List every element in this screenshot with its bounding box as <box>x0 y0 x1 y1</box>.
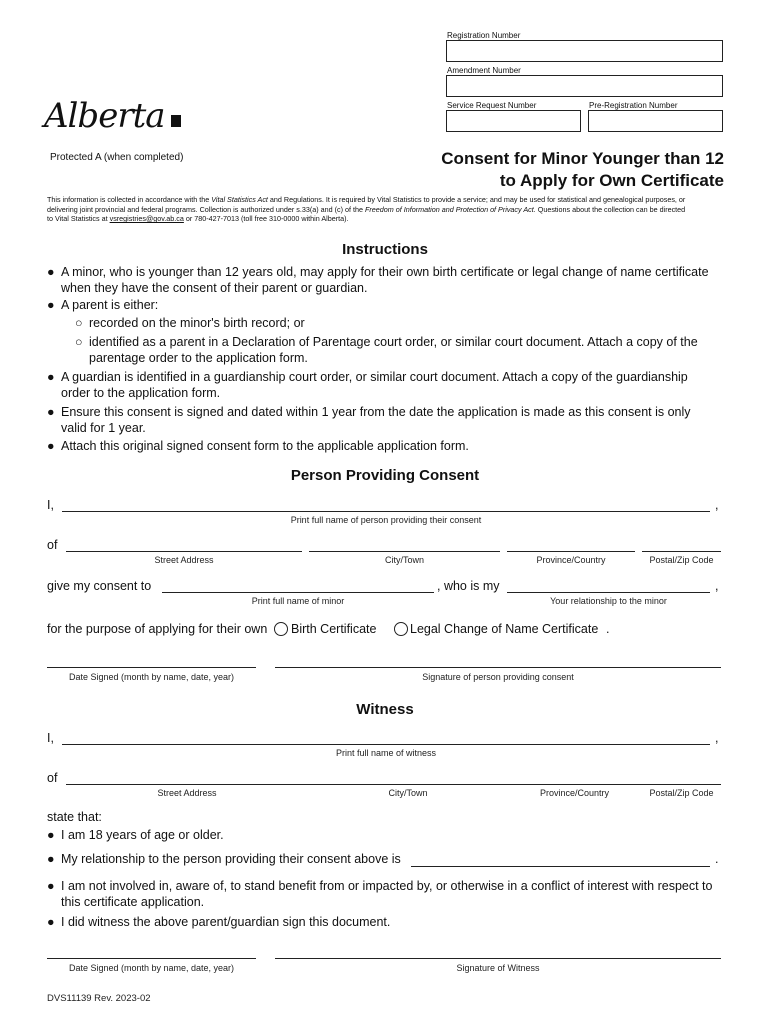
name-change-certificate-label: Legal Change of Name Certificate <box>410 622 599 636</box>
name-change-certificate-radio[interactable] <box>394 622 408 636</box>
state-that-label: state that: <box>47 810 102 824</box>
notice-text: or 780-427-7013 (toll free 310-0000 within Alberta). <box>183 214 349 223</box>
instruction-item: ● A guardian is identified in a guardianship court order, or similar court document. Attach a copy of the guardianship order to the application form. <box>47 370 688 400</box>
consent-name-field[interactable] <box>62 511 710 512</box>
date-signed-caption: Date Signed (month by name, date, year) <box>68 963 235 973</box>
title-line-1: Consent for Minor Younger than 12 <box>441 149 724 168</box>
email-link[interactable]: vsregistries@gov.ab.ca <box>109 214 184 223</box>
instruction-item: ● Attach this original signed consent form to the applicable application form. <box>47 439 469 453</box>
notice-act-name: Vital Statistics Act <box>211 195 268 204</box>
witness-heading: Witness <box>356 701 414 718</box>
birth-certificate-radio[interactable] <box>274 622 288 636</box>
form-number: DVS11139 Rev. 2023-02 <box>47 993 151 1004</box>
street-caption: Street Address <box>154 555 214 565</box>
notice-text: and Regulations. It is required by Vital Statistics to provide a service; and may be used for statistical and genealogical purposes, or <box>267 195 686 204</box>
consent-heading: Person Providing Consent <box>290 467 480 484</box>
period: . <box>715 852 719 866</box>
instruction-subitem: ○ recorded on the minor's birth record; or <box>75 316 305 330</box>
witness-of-label: of <box>47 771 58 785</box>
witness-i-label: I, <box>47 731 54 745</box>
service-request-label: Service Request Number <box>447 101 537 110</box>
comma: , <box>715 498 719 512</box>
signature-caption: Signature of person providing consent <box>422 672 574 682</box>
purpose-label: for the purpose of applying for their own <box>47 622 268 636</box>
consent-i-label: I, <box>47 498 54 512</box>
period: . <box>606 622 610 636</box>
comma: , <box>715 579 719 593</box>
relationship-caption: Your relationship to the minor <box>550 596 667 606</box>
witness-relationship-field[interactable] <box>411 866 710 867</box>
relationship-field[interactable] <box>507 592 710 593</box>
page-title <box>441 148 724 192</box>
street-caption: Street Address <box>157 788 217 798</box>
date-signed-caption: Date Signed (month by name, date, year) <box>68 672 235 682</box>
comma: , <box>715 731 719 745</box>
witness-name-caption: Print full name of witness <box>335 748 437 758</box>
instruction-subitem: ○ identified as a parent in a Declaration of Parentage court order, or similar court document. Attach a copy of the parentage order to the application form. <box>75 335 698 365</box>
collection-notice <box>47 195 727 224</box>
witness-statement: ● I am not involved in, aware of, to stand benefit from or impacted by, or otherwise in a conflict of interest with respect to this certificate application. <box>47 879 713 909</box>
alberta-logo <box>44 96 181 136</box>
city-caption: City/Town <box>384 555 424 565</box>
consent-signature-field[interactable] <box>275 667 721 668</box>
notice-text: Questions about the collection can be directed <box>535 204 686 214</box>
witness-date-field[interactable] <box>47 958 256 959</box>
witness-statement: ● I am 18 years of age or older. <box>47 828 224 842</box>
postal-caption: Postal/Zip Code <box>649 788 714 798</box>
consent-date-field[interactable] <box>47 667 256 668</box>
pre-registration-field[interactable] <box>588 110 723 132</box>
registration-number-field[interactable] <box>446 40 723 62</box>
alberta-logo-text: Alberta <box>44 96 165 136</box>
instruction-item: ● A minor, who is younger than 12 years old, may apply for their own birth certificate or legal change of name certificate when they have the consent of their parent or guardian. <box>47 265 709 295</box>
registration-number-label: Registration Number <box>447 31 521 40</box>
minor-name-caption: Print full name of minor <box>251 596 345 606</box>
instruction-item: ● A parent is either: <box>47 298 159 312</box>
notice-text: delivering joint provincial and federal programs. Collection is authorized under s.33(a) and (c) of the <box>47 204 366 214</box>
province-caption: Province/Country <box>539 788 610 798</box>
consent-postal-field[interactable] <box>642 551 721 552</box>
minor-name-field[interactable] <box>162 592 434 593</box>
consent-of-label: of <box>47 538 58 552</box>
consent-province-field[interactable] <box>507 551 635 552</box>
witness-name-field[interactable] <box>62 744 710 745</box>
amendment-number-label: Amendment Number <box>447 66 521 75</box>
postal-caption: Postal/Zip Code <box>649 555 714 565</box>
witness-signature-field[interactable] <box>275 958 721 959</box>
who-is-my-label: , who is my <box>437 579 500 593</box>
witness-address-field[interactable] <box>66 784 721 785</box>
consent-city-field[interactable] <box>309 551 500 552</box>
province-caption: Province/Country <box>536 555 606 565</box>
signature-caption: Signature of Witness <box>456 963 540 973</box>
service-request-field[interactable] <box>446 110 581 132</box>
city-caption: City/Town <box>388 788 428 798</box>
notice-text: to Vital Statistics at <box>47 214 110 223</box>
witness-statement: ● I did witness the above parent/guardian sign this document. <box>47 915 391 929</box>
birth-certificate-label: Birth Certificate <box>291 622 377 636</box>
consent-street-field[interactable] <box>66 551 302 552</box>
title-line-2: to Apply for Own Certificate <box>499 171 724 190</box>
instructions-heading: Instructions <box>342 241 428 258</box>
instruction-item: ● Ensure this consent is signed and dated within 1 year from the date the application is made as this consent is only valid for 1 year. <box>47 405 691 435</box>
give-consent-label: give my consent to <box>47 579 152 593</box>
notice-act-name: Freedom of Information and Protection of Privacy Act. <box>365 204 536 214</box>
consent-name-caption: Print full name of person providing their consent <box>290 515 482 525</box>
alberta-logo-mark-icon <box>171 115 181 127</box>
pre-registration-label: Pre-Registration Number <box>589 101 678 110</box>
amendment-number-field[interactable] <box>446 75 723 97</box>
notice-text: This information is collected in accordance with the <box>47 195 212 204</box>
witness-statement: ● My relationship to the person providing their consent above is <box>47 852 401 866</box>
protected-label: Protected A (when completed) <box>50 152 184 163</box>
